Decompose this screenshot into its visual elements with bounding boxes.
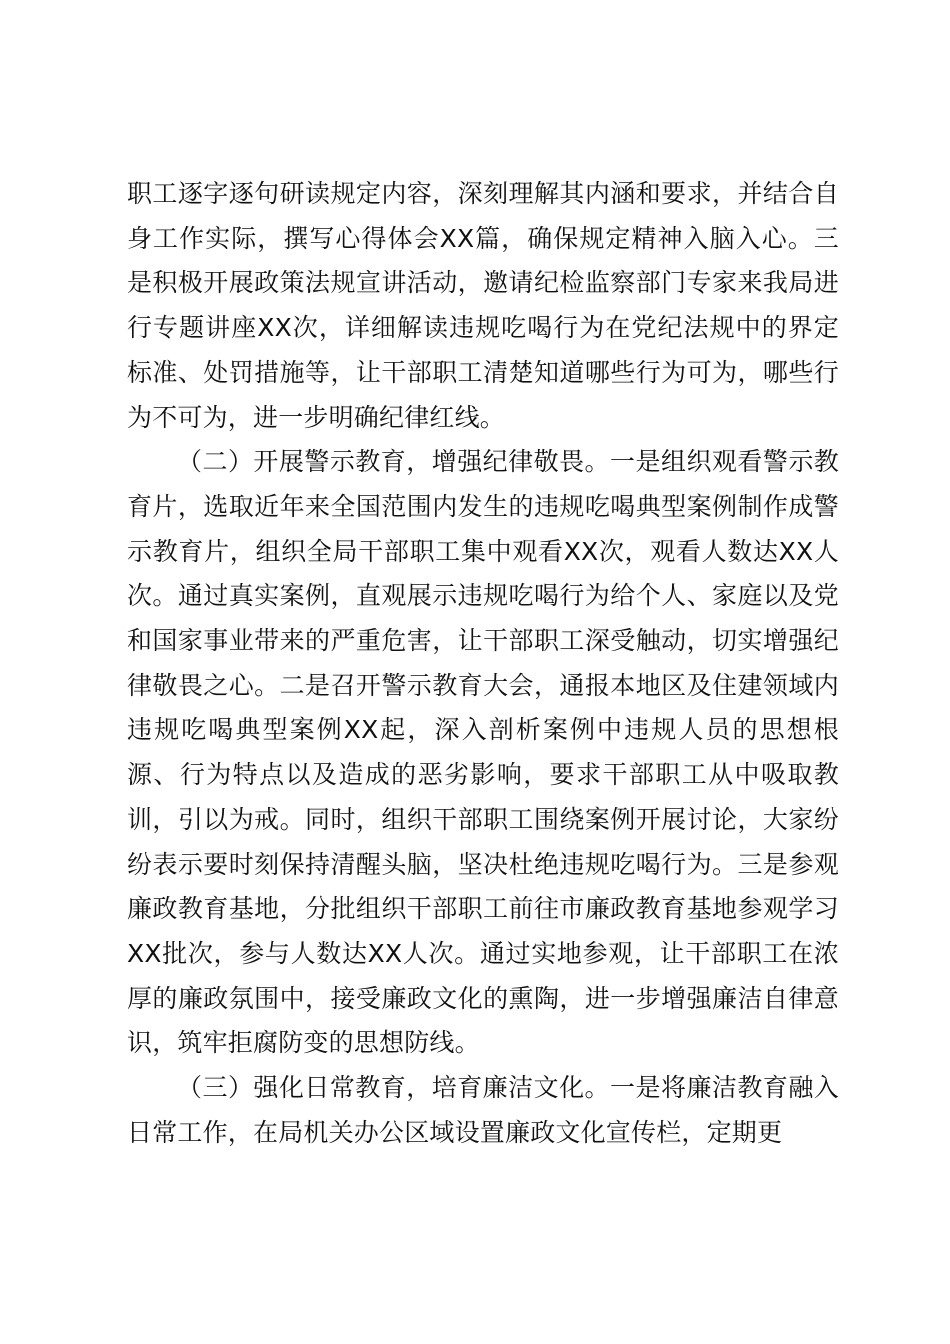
body-text bbox=[127, 172, 839, 1155]
paragraph-section-2: （二）开展警示教育，增强纪律敬畏。一是组织观看警示教育片，选取近年来全国范围内发生的违规吃喝典型案例制作成警示教育片，组织全局干部职工集中观看XX次，观看人数达XX人次。通过真实案例，直观展示违规吃喝行为给个人、家庭以及党和国家事业带来的严重危害，让干部职工深受触动，切实增强纪律敬畏之心。二是召开警示教育大会，通报本地区及住建领域内违规吃喝典型案例XX起，深入剖析案例中违规人员的思想根源、行为特点以及造成的恶劣影响，要求干部职工从中吸取教训，引以为戒。同时，组织干部职工围绕案例开展讨论，大家纷纷表示要时刻保持清醒头脑，坚决杜绝违规吃喝行为。三是参观廉政教育基地，分批组织干部职工前往市廉政教育基地参观学习XX批次，参与人数达XX人次。通过实地参观，让干部职工在浓厚的廉政氛围中，接受廉政文化的熏陶，进一步增强廉洁自律意识，筑牢拒腐防变的思想防线。 bbox=[127, 447, 839, 1058]
paragraph-continuation: 职工逐字逐句研读规定内容，深刻理解其内涵和要求，并结合自身工作实际，撰写心得体会XX篇，确保规定精神入脑入心。三是积极开展政策法规宣讲活动，邀请纪检监察部门专家来我局进行专题讲座XX次，详细解读违规吃喝行为在党纪法规中的界定标准、处罚措施等，让干部职工清楚知道哪些行为可为，哪些行为不可为，进一步明确纪律红线。 bbox=[127, 179, 839, 432]
paragraph-section-3: （三）强化日常教育，培育廉洁文化。一是将廉洁教育融入日常工作，在局机关办公区域设置廉政文化宣传栏，定期更 bbox=[127, 1073, 839, 1147]
